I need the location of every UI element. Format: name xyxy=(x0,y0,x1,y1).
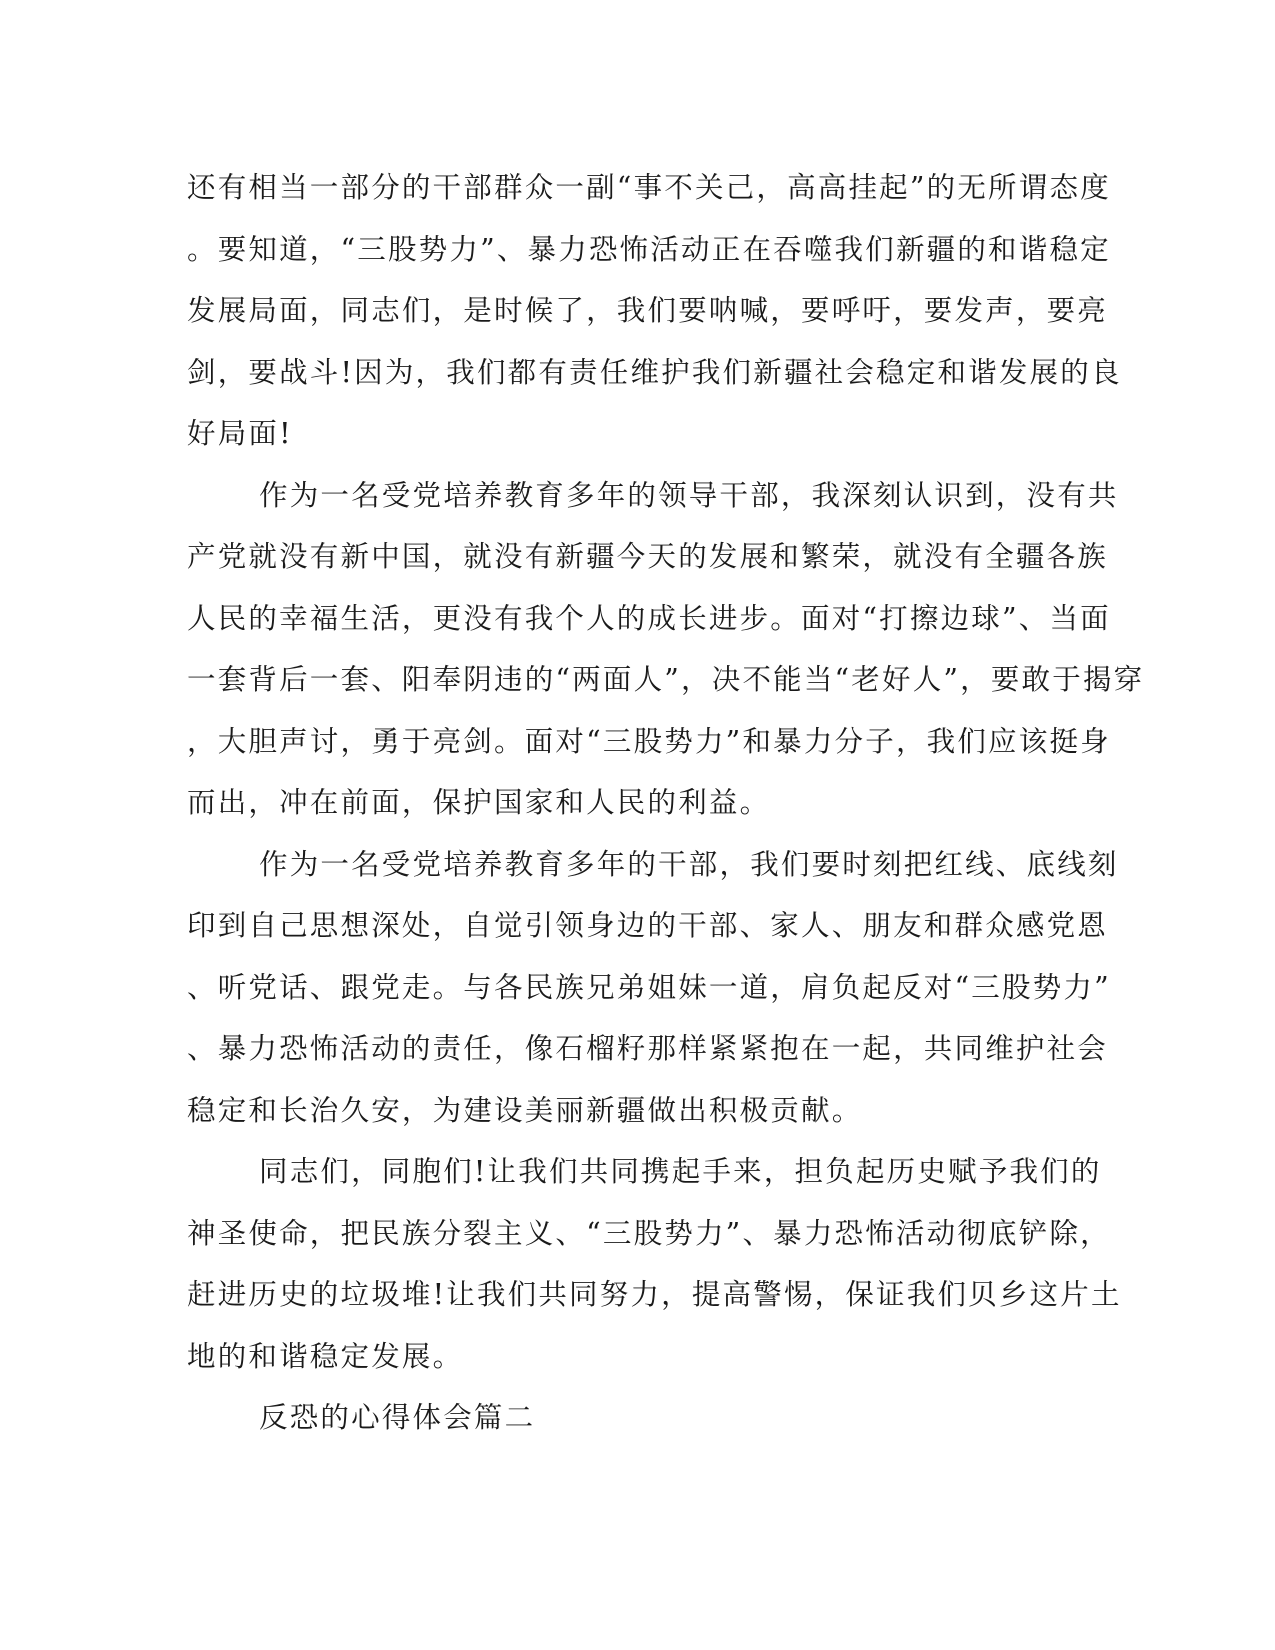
paragraph-2 xyxy=(187,465,1145,834)
text-line: 产党就没有新中国，就没有新疆今天的发展和繁荣，就没有全疆各族 xyxy=(187,540,1109,573)
text-line: 而出，冲在前面，保护国家和人民的利益。 xyxy=(187,786,771,819)
text-line-indented: 作为一名受党培养教育多年的干部，我们要时刻把红线、底线刻 xyxy=(259,847,1119,881)
text-line: 还有相当一部分的干部群众一副“事不关己，高高挂起”的无所谓态度 xyxy=(187,171,1111,204)
text-line: 神圣使命，把民族分裂主义、“三股势力”、暴力恐怖活动彻底铲除， xyxy=(187,1216,1111,1250)
text-line: 地的和谐稳定发展。 xyxy=(187,1339,464,1373)
text-line: 、听党话、跟党走。与各民族兄弟姐妹一道，肩负起反对“三股势力” xyxy=(187,970,1111,1004)
text-line: 。要知道，“三股势力”、暴力恐怖活动正在吞噬我们新疆的和谐稳定 xyxy=(187,232,1111,266)
section-heading xyxy=(187,1387,1077,1449)
text-line: 好局面! xyxy=(187,417,293,450)
paragraph-1 xyxy=(187,157,1122,465)
text-line: ，大胆声讨，勇于亮剑。面对“三股势力”和暴力分子，我们应该挺身 xyxy=(187,724,1111,758)
text-line: 人民的幸福生活，更没有我个人的成长进步。面对“打擦边球”、当面 xyxy=(187,601,1111,635)
text-line: 剑，要战斗!因为，我们都有责任维护我们新疆社会稳定和谐发展的良 xyxy=(187,355,1122,389)
text-line: 稳定和长治久安，为建设美丽新疆做出积极贡献。 xyxy=(187,1093,863,1127)
text-line: 赶进历史的垃圾堆!让我们共同努力，提高警惕，保证我们贝乡这片土 xyxy=(187,1278,1122,1311)
text-line: 发展局面，同志们，是时候了，我们要呐喊，要呼吁，要发声，要亮 xyxy=(187,294,1109,327)
text-line: 、暴力恐怖活动的责任，像石榴籽那样紧紧抱在一起，共同维护社会 xyxy=(187,1032,1109,1065)
text-line-indented: 同志们，同胞们!让我们共同携起手来，担负起历史赋予我们的 xyxy=(259,1155,1102,1188)
text-line: 一套背后一套、阳奉阴违的“两面人”，决不能当“老好人”，要敢于揭穿 xyxy=(187,663,1145,696)
section-heading-text: 反恐的心得体会篇二 xyxy=(259,1401,536,1434)
paragraph-4 xyxy=(187,1141,1122,1387)
text-line-indented: 作为一名受党培养教育多年的领导干部，我深刻认识到，没有共 xyxy=(259,478,1119,512)
text-line: 印到自己思想深处，自觉引领身边的干部、家人、朋友和群众感党恩 xyxy=(187,909,1109,942)
paragraph-3 xyxy=(187,834,1119,1142)
document-body xyxy=(187,157,1145,1449)
